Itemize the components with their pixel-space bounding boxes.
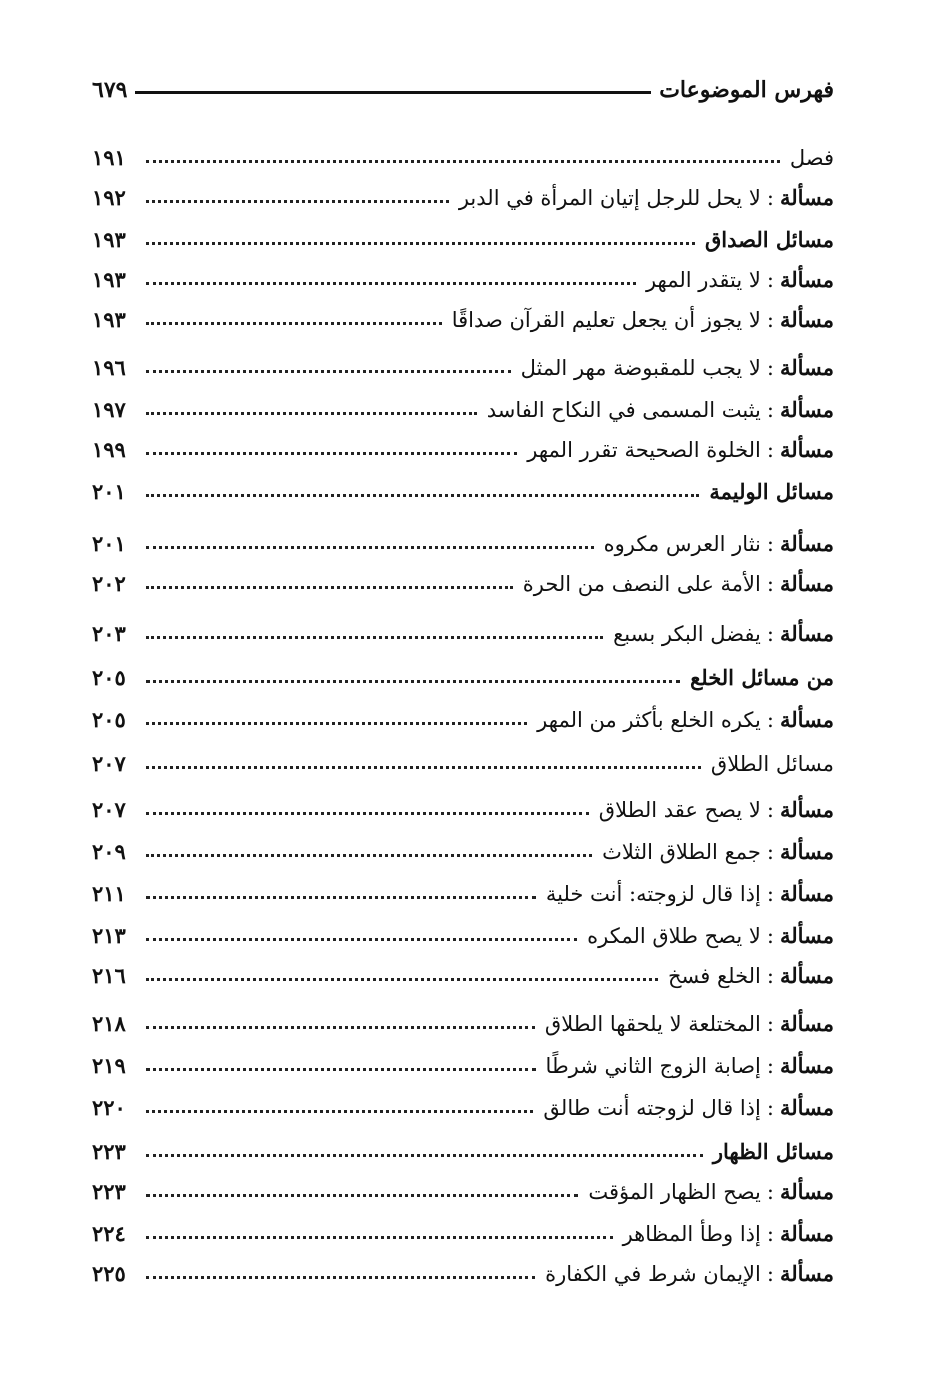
entry-separator: : — [766, 1262, 774, 1286]
entry-page-number: ٢٠١ — [92, 479, 126, 504]
toc-entry — [92, 1053, 834, 1078]
entry-separator: : — [766, 572, 774, 596]
dot-leader — [146, 635, 603, 639]
toc-entry — [92, 479, 834, 504]
entry-lead: مسألة — [779, 923, 834, 948]
entry-title: يصح الظهار المؤقت — [588, 1180, 761, 1204]
toc-entry — [92, 355, 834, 380]
header-rule — [135, 91, 651, 94]
dot-leader — [146, 1067, 536, 1071]
entry-page-number: ٢١١ — [92, 881, 126, 906]
entry-lead: مسألة — [779, 437, 834, 462]
dot-leader — [146, 1275, 535, 1279]
entry-lead: مسألة — [779, 881, 834, 906]
entry-separator: : — [766, 1222, 774, 1246]
entry-separator: : — [766, 308, 774, 332]
entry-page-number: ٢٢٣ — [92, 1139, 126, 1164]
dot-leader — [146, 1153, 703, 1157]
toc-entry — [92, 923, 834, 948]
entry-title: لا يحل للرجل إتيان المرأة في الدبر — [458, 186, 761, 210]
dot-leader — [146, 721, 527, 725]
entry-title: مسائل الطلاق — [710, 752, 834, 776]
dot-leader — [146, 811, 589, 815]
entry-page-number: ١٩٣ — [92, 267, 126, 292]
entry-title: فصل — [789, 146, 834, 170]
entry-page-number: ٢٠١ — [92, 531, 126, 556]
toc-entry — [92, 571, 834, 596]
dot-leader — [146, 369, 511, 373]
entry-lead: مسألة — [779, 1053, 834, 1078]
toc-entry — [92, 1095, 834, 1120]
entry-separator: : — [766, 356, 774, 380]
entry-separator: : — [766, 924, 774, 948]
entry-page-number: ٢٠٢ — [92, 571, 126, 596]
entry-lead: مسألة — [779, 797, 834, 822]
entry-title: جمع الطلاق الثلاث — [602, 840, 761, 864]
entry-title: لا يصح طلاق المكره — [587, 924, 761, 948]
entry-lead: مسألة — [779, 707, 834, 732]
toc-entry — [92, 1139, 834, 1164]
entry-page-number: ٢٠٧ — [92, 797, 126, 822]
toc-entry — [92, 1221, 834, 1246]
toc-entry — [92, 621, 834, 646]
toc-entry — [92, 707, 834, 732]
entry-title: مسائل الوليمة — [709, 479, 834, 504]
entry-page-number: ٢٠٥ — [92, 665, 126, 690]
entry-page-number: ٢٠٧ — [92, 751, 126, 776]
entry-page-number: ١٩٩ — [92, 437, 126, 462]
toc-entry — [92, 227, 834, 252]
entry-separator: : — [766, 532, 774, 556]
entry-title: لا يجوز أن يجعل تعليم القرآن صداقًا — [451, 308, 761, 332]
dot-leader — [146, 765, 701, 769]
entry-title: مسائل الصداق — [704, 227, 834, 252]
entry-title: يكره الخلع بأكثر من المهر — [537, 708, 761, 732]
entry-title: المختلعة لا يلحقها الطلاق — [544, 1012, 761, 1036]
entry-lead: مسألة — [779, 621, 834, 646]
entry-title: لا يجب للمقبوضة مهر المثل — [520, 356, 761, 380]
toc-entry — [92, 437, 834, 462]
dot-leader — [146, 241, 695, 245]
entry-page-number: ٢٠٣ — [92, 621, 126, 646]
entry-title: إذا قال لزوجته أنت طالق — [543, 1096, 761, 1120]
entry-separator: : — [766, 708, 774, 732]
toc-entry — [92, 665, 834, 690]
entry-title: إذا وطأ المظاهر — [622, 1222, 761, 1246]
entry-page-number: ١٩١ — [92, 145, 126, 170]
entry-title: الخلع فسخ — [667, 964, 761, 988]
entry-lead: مسألة — [779, 839, 834, 864]
toc-entry — [92, 1011, 834, 1036]
entry-title: مسائل الظهار — [712, 1139, 834, 1164]
entry-title: يثبت المسمى في النكاح الفاسد — [486, 398, 761, 422]
toc-entry — [92, 839, 834, 864]
dot-leader — [146, 199, 449, 203]
entry-separator: : — [766, 964, 774, 988]
entry-page-number: ٢٢٠ — [92, 1095, 126, 1120]
entry-lead: مسألة — [779, 963, 834, 988]
entry-separator: : — [766, 1180, 774, 1204]
entry-page-number: ٢٢٥ — [92, 1261, 126, 1286]
entry-lead: مسألة — [779, 1221, 834, 1246]
entry-lead: مسألة — [779, 1261, 834, 1286]
entry-separator: : — [766, 268, 774, 292]
entry-page-number: ٢١٨ — [92, 1011, 126, 1036]
entry-title: نثار العرس مكروه — [603, 532, 761, 556]
dot-leader — [146, 937, 577, 941]
dot-leader — [146, 853, 592, 857]
entry-lead: مسألة — [779, 531, 834, 556]
entry-title: الأمة على النصف من الحرة — [522, 572, 761, 596]
entry-page-number: ١٩٣ — [92, 227, 126, 252]
toc-entry — [92, 531, 834, 556]
dot-leader — [146, 679, 680, 683]
entry-lead: مسألة — [779, 185, 834, 210]
entry-lead: مسألة — [779, 1095, 834, 1120]
entry-separator: : — [766, 882, 774, 906]
dot-leader — [146, 1235, 613, 1239]
entry-title: من مسائل الخلع — [690, 665, 834, 690]
entry-page-number: ١٩٦ — [92, 355, 126, 380]
running-header — [92, 70, 834, 110]
dot-leader — [146, 281, 636, 285]
dot-leader — [146, 451, 517, 455]
toc-entry — [92, 1179, 834, 1204]
toc-entry — [92, 963, 834, 988]
entry-separator: : — [766, 840, 774, 864]
entry-separator: : — [766, 798, 774, 822]
toc-entry — [92, 145, 834, 170]
entry-separator: : — [766, 622, 774, 646]
dot-leader — [146, 411, 477, 415]
toc-entry — [92, 267, 834, 292]
entry-title: إصابة الزوج الثاني شرطًا — [545, 1054, 761, 1078]
entry-page-number: ٢٠٩ — [92, 839, 126, 864]
dot-leader — [146, 1193, 578, 1197]
entry-lead: مسألة — [779, 1179, 834, 1204]
entry-page-number: ٢١٦ — [92, 963, 126, 988]
entry-title: يفضل البكر بسبع — [613, 622, 761, 646]
entry-separator: : — [766, 1012, 774, 1036]
dot-leader — [146, 545, 594, 549]
entry-lead: مسألة — [779, 1011, 834, 1036]
dot-leader — [146, 493, 699, 497]
entry-title: الخلوة الصحيحة تقرر المهر — [527, 438, 761, 462]
entry-lead: مسألة — [779, 267, 834, 292]
entry-title: لا يتقدر المهر — [645, 268, 761, 292]
entry-separator: : — [766, 398, 774, 422]
entry-title: لا يصح عقد الطلاق — [598, 798, 761, 822]
entry-lead: مسألة — [779, 355, 834, 380]
entry-separator: : — [766, 1096, 774, 1120]
entry-lead: مسألة — [779, 397, 834, 422]
toc-entry — [92, 797, 834, 822]
dot-leader — [146, 1025, 535, 1029]
entry-page-number: ٢٢٤ — [92, 1221, 126, 1246]
toc-entry — [92, 751, 834, 776]
entry-title: الإيمان شرط في الكفارة — [545, 1262, 761, 1286]
entry-lead: مسألة — [779, 571, 834, 596]
entry-page-number: ٢١٩ — [92, 1053, 126, 1078]
toc-entry — [92, 185, 834, 210]
entry-separator: : — [766, 186, 774, 210]
toc-entry — [92, 307, 834, 332]
running-title: فهرس الموضوعات — [659, 77, 834, 103]
entry-page-number: ١٩٧ — [92, 397, 126, 422]
entry-page-number: ٢١٣ — [92, 923, 126, 948]
dot-leader — [146, 977, 658, 981]
entry-page-number: ١٩٣ — [92, 307, 126, 332]
dot-leader — [146, 585, 513, 589]
entry-title: إذا قال لزوجته: أنت خلية — [545, 882, 761, 906]
dot-leader — [146, 895, 536, 899]
page-number: ٦٧٩ — [92, 77, 128, 103]
entry-separator: : — [766, 438, 774, 462]
entry-lead: مسألة — [779, 307, 834, 332]
entry-page-number: ١٩٢ — [92, 185, 126, 210]
dot-leader — [146, 321, 442, 325]
dot-leader — [146, 1109, 533, 1113]
toc-entry — [92, 1261, 834, 1286]
entry-separator: : — [766, 1054, 774, 1078]
entry-page-number: ٢٢٣ — [92, 1179, 126, 1204]
toc-entry — [92, 397, 834, 422]
toc-entry — [92, 881, 834, 906]
dot-leader — [146, 159, 780, 163]
entry-page-number: ٢٠٥ — [92, 707, 126, 732]
